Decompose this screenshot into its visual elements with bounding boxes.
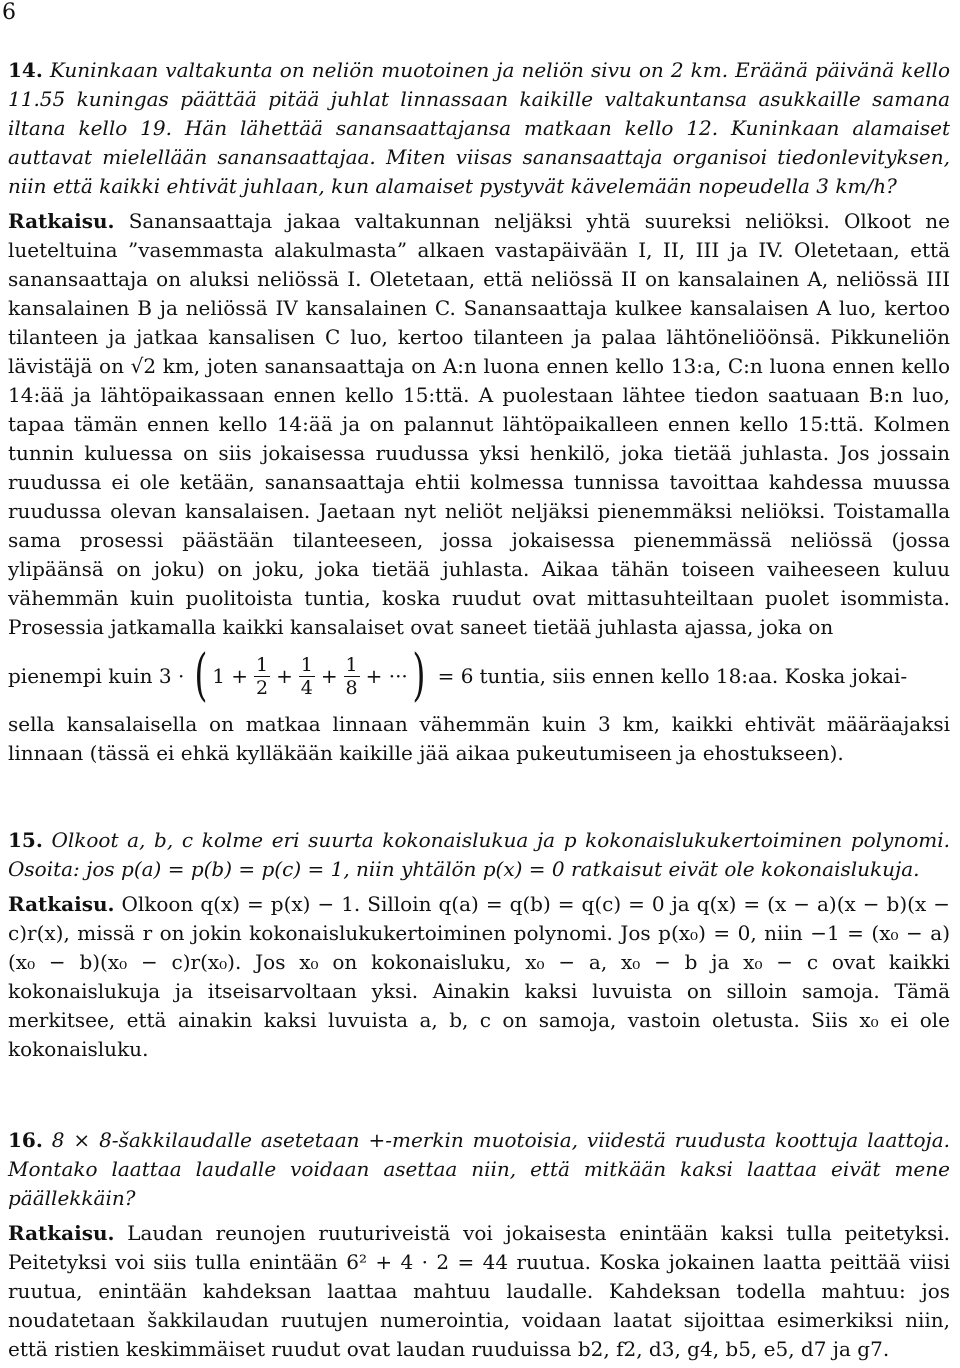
series-formula xyxy=(190,643,474,708)
problem-14 xyxy=(8,56,950,768)
formula-one-plus: 1 + xyxy=(212,663,249,688)
fraction-numerator: 1 xyxy=(300,653,313,676)
fraction-denominator: 2 xyxy=(256,676,269,699)
problem-statement xyxy=(8,1126,950,1213)
solution-text: Sanansaattaja jakaa valtakunnan neljäksi yhtä suureksi neliöksi. Olkoot ne lueteltuina ”vasemmasta alakulmasta” alkaen vastapäivään I, II, III ja IV. Oletetaan, että sanansaattaja on aluksi neliössä I. Oletetaan, että neliössä II on kansalainen A, neliössä III kansalainen B ja neliössä IV kansalainen C. Sanansaattaja kulkee kansalaisen A luo, kertoo tilanteen ja jatkaa kansalisen C luo, kertoo tilanteen ja palaa lähtöneliöönsä. Pikkuneliön lävistäjä on √2 km, joten sanansaattaja on A:n luona ennen kello 13:a, C:n luona ennen kello 14:ää ja lähtöpaikassaan ennen kello 15:ttä. A puolestaan lähtee tiedon saatuaan B:n luo, tapaa tämän ennen kello 14:ää ja on palannut lähtöpaikalleen ennen kello 15:ttä. Kolmen tunnin kuluessa on siis jokaisessa ruudussa yksi henkilö, joka tietää juhlasta. Jos jossain ruudussa ei ole ketään, sanansaattaja ehtii kolmessa tunnissa tavoittaa kahdessa muussa ruudussa olevan kansalaisen. Jaetaan nyt neliöt neljäksi pienemmäksi neliöksi. Toistamalla sama prosessi päästään tilanteeseen, jossa jokaisessa pienemmässä neliössä (jossa ylipäänsä on joku) on joku, joka tietää juhlasta. Aikaa tähän toiseen vaiheeseen kuluu vähemmän kuin puolitoista tuntia, koska ruudut ovat mittasuhteiltaan puolet isommista. Prosessia jatkamalla kaikki kansalaiset ovat saneet tietää juhlasta ajassa, joka on xyxy=(8,209,950,639)
formula-operator: + ··· xyxy=(365,663,408,688)
problem-statement xyxy=(8,826,950,884)
fraction-denominator: 4 xyxy=(300,676,313,699)
solution-continuation: sella kansalaisella on matkaa linnaan vähemmän kuin 3 km, kaikki ehtivät määräajaksi linnaan (tässä ei ehkä kylläkään kaikille jää aikaa pukeutumiseen ja ehostukseen). xyxy=(8,712,950,765)
solution-label: Ratkaisu. xyxy=(8,892,115,916)
solution xyxy=(8,207,950,642)
problem-text: 8 × 8-šakkilaudalle asetetaan +-merkin muotoisia, viidestä ruudusta koottuja laattoja. Montako laattaa laudalle voidaan asettaa niin, että mitkään kaksi laattaa eivät mene päällekkäin? xyxy=(8,1128,951,1210)
right-paren: ) xyxy=(412,643,426,708)
solution xyxy=(8,890,950,1064)
formula-prefix: pienempi kuin 3 · xyxy=(8,663,185,688)
fraction-denominator: 8 xyxy=(345,676,358,699)
problem-text: Olkoot a, b, c kolme eri suurta kokonaislukua ja p kokonaislukukertoiminen polynomi. Osoita: jos p(a) = p(b) = p(c) = 1, niin yhtälön p(x) = 0 ratkaisut eivät ole kokonaislukuja. xyxy=(8,828,950,881)
formula-result: = 6 xyxy=(437,663,474,688)
problem-number: 16. xyxy=(8,1128,43,1152)
fraction-numerator: 1 xyxy=(256,653,269,676)
problem-number: 15. xyxy=(8,828,43,852)
solution-text: Olkoon q(x) = p(x) − 1. Silloin q(a) = q(b) = q(c) = 0 ja q(x) = (x − a)(x − b)(x − c)r(x), missä r on jokin kokonaislukukertoiminen polynomi. Jos p(x₀) = 0, niin −1 = (x₀ − a)(x₀ − b)(x₀ − c)r(x₀). Jos x₀ on kokonaisluku, x₀ − a, x₀ − b ja x₀ − c ovat kaikki kokonaislukuja ja itseisarvoltaan yksi. Ainakin kaksi luvuista on silloin samoja. Tämä merkitsee, että ainakin kaksi luvuista a, b, c on samoja, vastoin oletusta. Siis x₀ ei ole kokonaisluku. xyxy=(8,892,950,1061)
problem-statement xyxy=(8,56,950,201)
problem-text: Kuninkaan valtakunta on neliön muotoinen ja neliön sivu on 2 km. Eräänä päivänä kello 11.55 kuningas päättää pitää juhlat linnassaan kaikille valtakuntansa asukkaille samana iltana kello 19. Hän lähettää sanansaattajansa matkaan kello 12. Kuninkaan alamaiset auttavat mielellään sanansaattajaa. Miten viisas sanansaattaja organisoi tiedonlevityksen, niin että kaikki ehtivät juhlaan, kun alamaiset pystyvät kävelemään nopeudella 3 km/h? xyxy=(8,58,950,198)
left-paren: ( xyxy=(194,643,208,708)
problem-16 xyxy=(8,1126,950,1364)
fraction xyxy=(299,654,315,699)
formula-operator: + xyxy=(320,663,338,688)
solution-label: Ratkaisu. xyxy=(8,1221,115,1245)
page-number: 6 xyxy=(2,0,16,25)
problem-number: 14. xyxy=(8,58,43,82)
fraction xyxy=(254,654,270,699)
solution-label: Ratkaisu. xyxy=(8,209,115,233)
formula-suffix-start: tuntia, siis ennen kello 18:aa. Koska jokai- xyxy=(479,663,908,688)
solution-text: Laudan reunojen ruuturiveistä voi jokaisesta enintään kaksi tulla peitetyksi. Peitetyksi voi siis tulla enintään 6² + 4 · 2 = 44 ruutua. Koska jokainen laatta peittää viisi ruutua, enintään kahdeksan laattaa mahtuu laudalle. Kahdeksan todella mahtuu: jos noudatetaan šakkilaudan ruutujen numerointia, voidaan laatat sijoittaa esimerkiksi niin, että ristien keskimmäiset ruudut ovat laudan ruuduissa b2, f2, d3, g4, b5, e5, d7 ja g7. xyxy=(8,1221,950,1361)
formula-operator: + xyxy=(276,663,293,688)
fraction-numerator: 1 xyxy=(345,653,358,676)
solution xyxy=(8,1219,950,1364)
problem-15 xyxy=(8,826,950,1064)
formula-line xyxy=(8,644,950,708)
fraction xyxy=(344,654,360,699)
